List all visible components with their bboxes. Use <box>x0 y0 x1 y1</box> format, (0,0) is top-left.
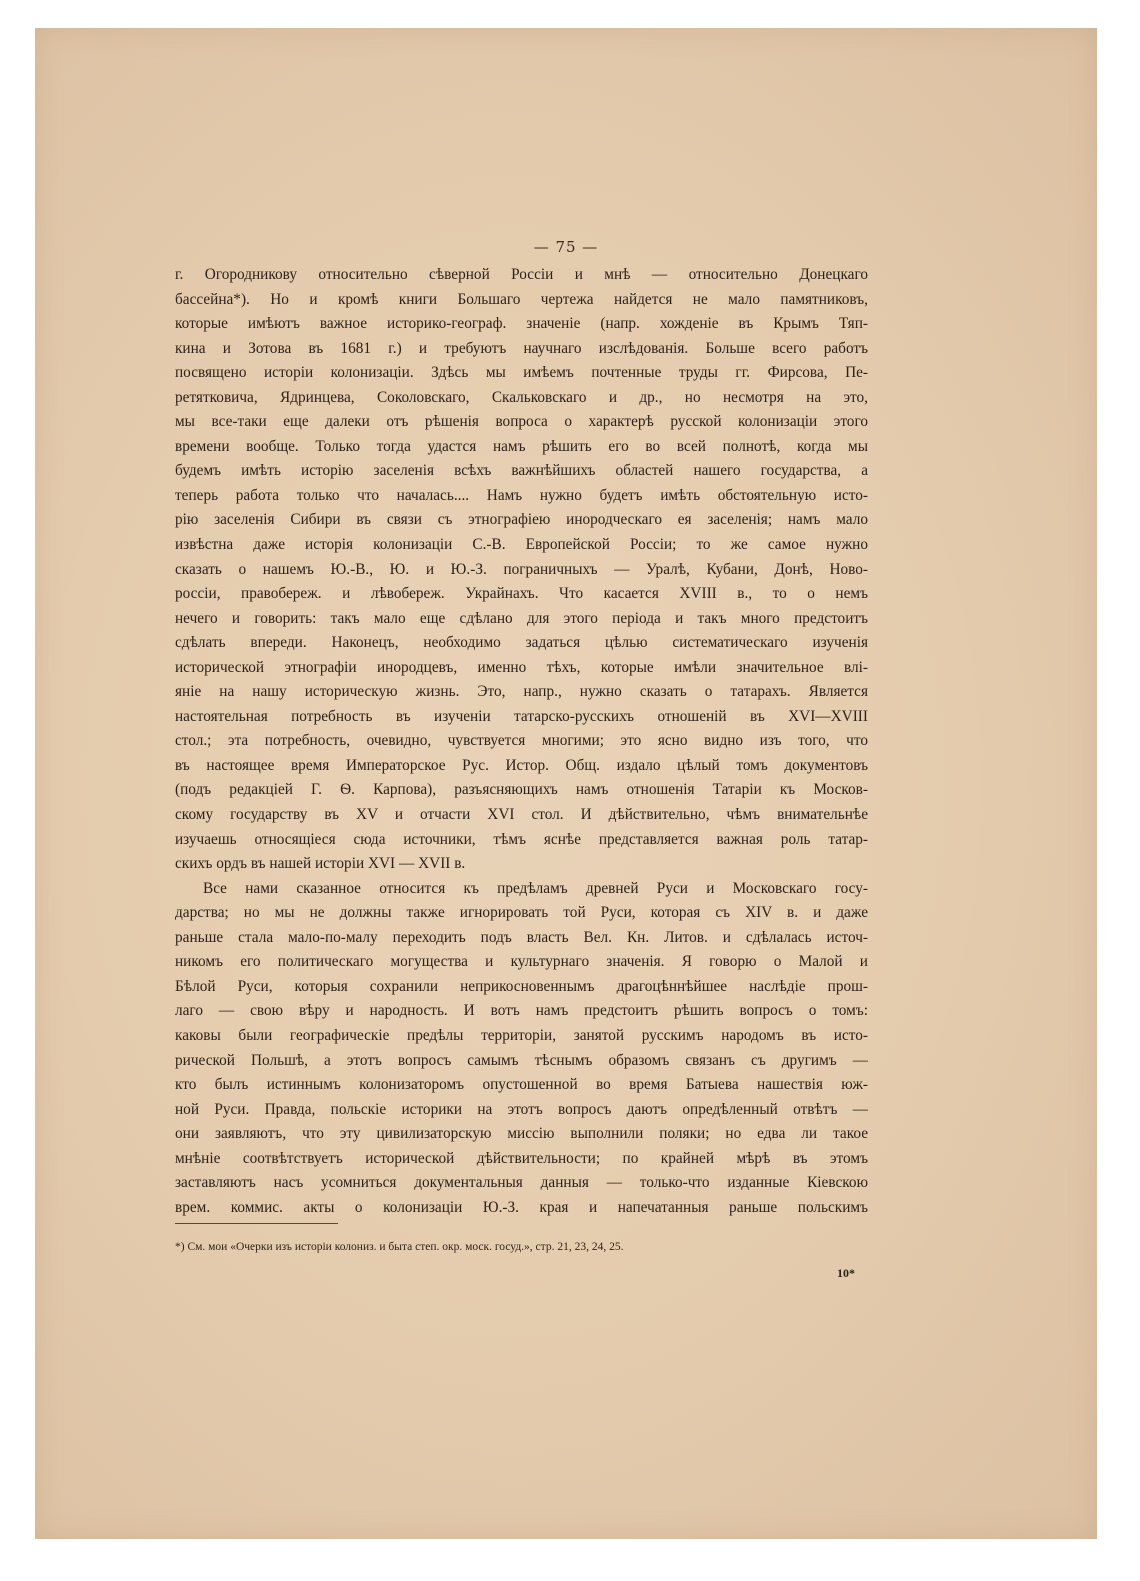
text-line: бассейна*). Но и кромѣ книги Большаго чертежа найдется не мало памятниковъ, <box>175 290 868 308</box>
text-line: настоятельная потребность въ изученіи татарско-русскихъ отношеній въ XVI—XVIII <box>175 707 868 725</box>
text-line: ной Руси. Правда, польскіе историки на этотъ вопросъ даютъ опредѣленный отвѣтъ — <box>175 1100 868 1118</box>
text-line: теперь работа только что началась.... Намъ нужно будетъ имѣть обстоятельную исто- <box>175 486 868 504</box>
text-line: которые имѣютъ важное историко-географ. значеніе (напр. хожденіе въ Крымъ Тяп- <box>175 315 868 333</box>
text-line: посвящено исторіи колонизаціи. Здѣсь мы имѣемъ почтенные труды гг. Фирсова, Пе- <box>175 364 868 382</box>
text-line: лаго — свою вѣру и народность. И вотъ намъ предстоитъ рѣшить вопросъ о томъ: <box>175 1002 868 1020</box>
text-line: мы все-таки еще далеки отъ рѣшенія вопроса о характерѣ русской колонизаціи этого <box>175 413 868 431</box>
text-line: никомъ его политическаго могущества и культурнаго значенія. Я говорю о Малой и <box>175 953 868 971</box>
text-line: ретятковича, Ядринцева, Соколовскаго, Скальковскаго и др., но несмотря на это, <box>175 388 868 406</box>
text-line: скому государству въ XV и отчасти XVI стол. И дѣйствительно, чѣмъ внимательнѣе <box>175 806 868 824</box>
text-line: каковы были географическіе предѣлы территоріи, занятой русскимъ народомъ въ исто- <box>175 1026 868 1044</box>
text-line: дарства; но мы не должны также игнорировать той Руси, которая съ XIV в. и даже <box>175 904 868 922</box>
paragraph-start-line: Все нами сказанное относится къ предѣламъ древней Руси и Московскаго госу- <box>203 879 868 897</box>
footnote: *) См. мои «Очерки изъ исторіи колониз. и быта степ. окр. моск. госуд.», стр. 21, 23, 24, 25. <box>175 1241 624 1253</box>
text-line: врем. коммис. акты о колонизаціи Ю.-З. края и напечатанныя раньше польскимъ <box>175 1198 868 1216</box>
text-line: (подъ редакціей Г. Ѳ. Карпова), разъясняющихъ намъ отношенія Татаріи къ Москов- <box>175 781 868 799</box>
text-line: мнѣніе соотвѣтствуетъ исторической дѣйствительности; по крайней мѣрѣ въ этомъ <box>175 1149 868 1167</box>
text-line: кина и Зотова въ 1681 г.) и требуютъ научнаго изслѣдованія. Больше всего работъ <box>175 339 868 357</box>
text-line: скихъ ордъ въ нашей исторіи XVI — XVII в. <box>175 855 466 873</box>
text-line: кто былъ истиннымъ колонизаторомъ опустошенной во время Батыева нашествія юж- <box>175 1076 868 1094</box>
text-line: сдѣлать впереди. Наконецъ, необходимо задаться цѣлью систематическаго изученія <box>175 634 868 652</box>
text-line: исторической этнографіи инородцевъ, именно тѣхъ, которые имѣли значительное влі- <box>175 658 868 676</box>
text-line: заставляютъ насъ усомниться документальныя данныя — только-что изданные Кіевскою <box>175 1174 868 1192</box>
footnote-divider <box>175 1223 338 1224</box>
body-text <box>175 263 868 1220</box>
text-line: они заявляютъ, что эту цивилизаторскую миссію выполнили поляки; но едва ли такое <box>175 1125 868 1143</box>
page-number: — 75 — <box>533 238 599 256</box>
text-line: стол.; эта потребность, очевидно, чувствуется многими; это ясно видно изъ того, что <box>175 732 868 750</box>
text-line: яніе на нашу историческую жизнь. Это, напр., нужно сказать о татарахъ. Является <box>175 683 868 701</box>
text-line: рію заселенія Сибири въ связи съ этнографіею инородческаго ея заселенія; намъ мало <box>175 511 868 529</box>
text-line: нечего и говорить: такъ мало еще сдѣлано для этого періода и такъ много предстоитъ <box>175 609 868 627</box>
text-line: изучаешь относящіеся сюда источники, тѣмъ яснѣе представляется важная роль татар- <box>175 830 868 848</box>
text-line: россіи, правобереж. и лѣвобереж. Украйнахъ. Что касается XVIII в., то о немъ <box>175 585 868 603</box>
text-line: времени вообще. Только тогда удастся намъ рѣшить его во всей полнотѣ, когда мы <box>175 437 868 455</box>
text-line: рической Польшѣ, а этотъ вопросъ самымъ тѣснымъ образомъ связанъ съ другимъ — <box>175 1051 868 1069</box>
sheet-signature-mark: 10* <box>837 1266 855 1280</box>
text-line: Бѣлой Руси, которыя сохранили неприкосновеннымъ драгоцѣннѣйшее наслѣдіе прош- <box>175 977 868 995</box>
scanned-page <box>35 28 1097 1539</box>
text-line: сказать о нашемъ Ю.-В., Ю. и Ю.-З. пограничныхъ — Уралѣ, Кубани, Донѣ, Ново- <box>175 560 868 578</box>
text-line: въ настоящее время Императорское Рус. Истор. Общ. издало цѣлый томъ документовъ <box>175 756 868 774</box>
text-line: г. Огородникову относительно сѣверной Россіи и мнѣ — относительно Донецкаго <box>175 266 868 283</box>
text-line: раньше стала мало-по-малу переходить подъ власть Вел. Кн. Литов. и сдѣлалась источ- <box>175 928 868 946</box>
text-line: будемъ имѣть исторію заселенія всѣхъ важнѣйшихъ областей нашего государства, а <box>175 462 868 480</box>
text-line: извѣстна даже исторія колонизаціи С.-В. Европейской Россіи; то же самое нужно <box>175 536 868 554</box>
